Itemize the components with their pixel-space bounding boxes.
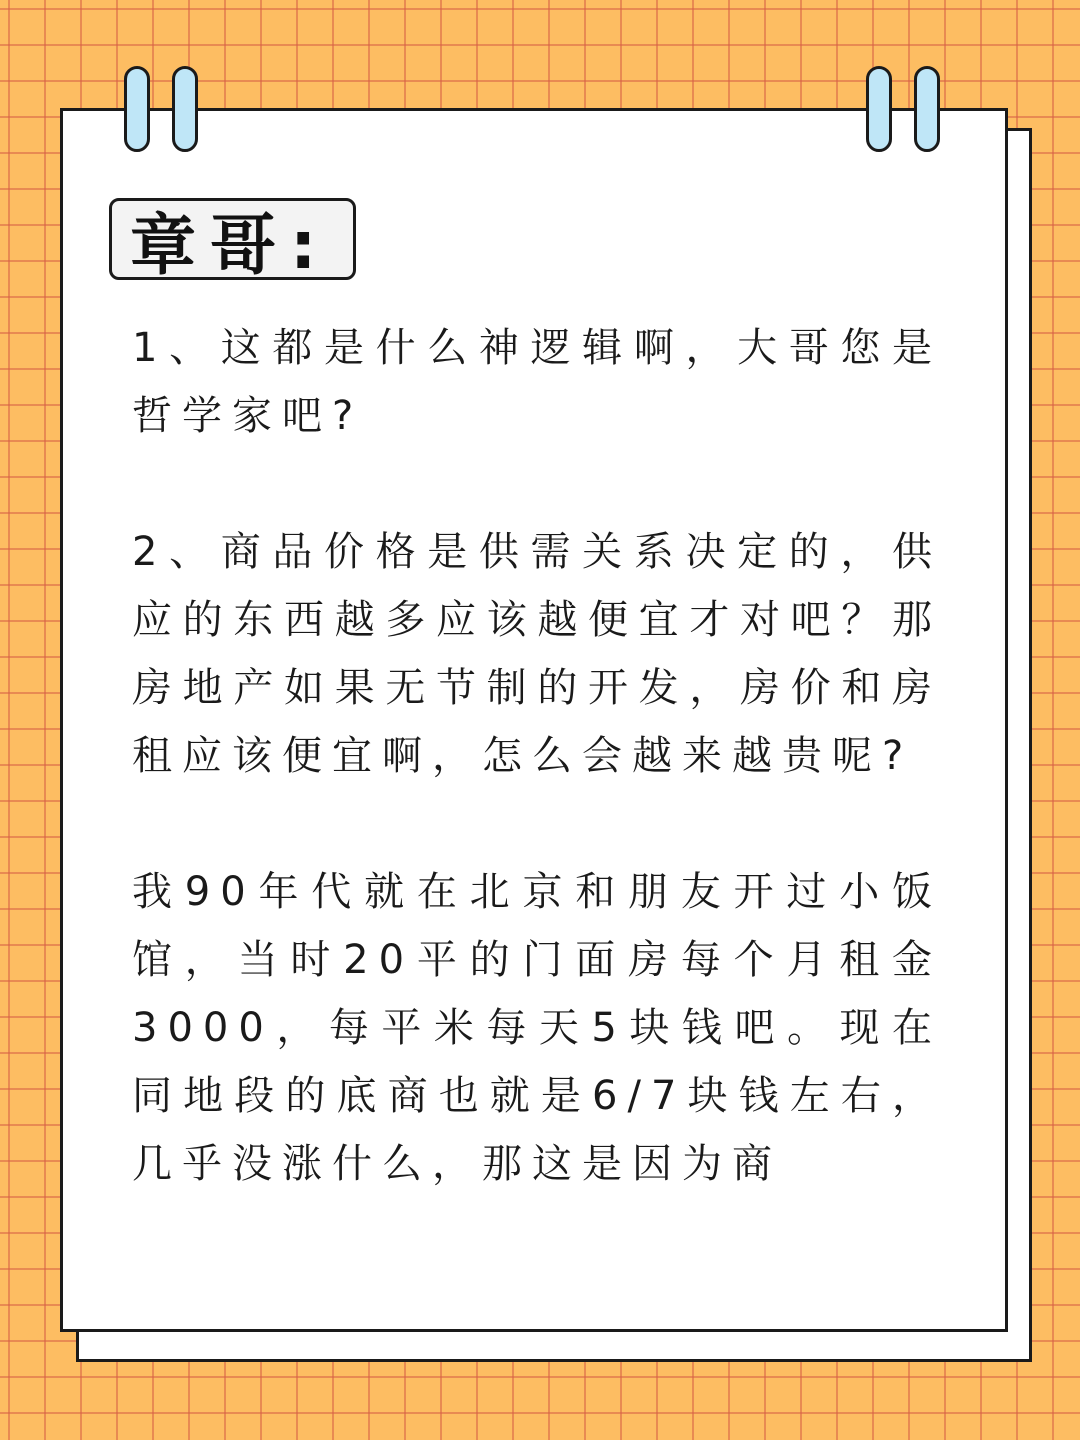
binder-ring-right-1 — [866, 66, 892, 152]
binder-ring-left-1 — [124, 66, 150, 152]
paragraph-3: 我90年代就在北京和朋友开过小饭馆，当时20平的门面房每个月租金3000，每平米每天5块钱吧。现在同地段的底商也就是6/7块钱左右，几乎没涨什么，那这是因为商 — [132, 869, 942, 1187]
paragraph-1: 1、这都是什么神逻辑啊，大哥您是哲学家吧? — [132, 325, 942, 439]
binder-ring-left-2 — [172, 66, 198, 152]
paragraph-2: 2、商品价格是供需关系决定的，供应的东西越多应该越便宜才对吧？那房地产如果无节制的开发，房价和房租应该便宜啊，怎么会越来越贵呢? — [132, 529, 942, 779]
speaker-name: 章哥: — [130, 206, 331, 284]
speaker-tag — [109, 198, 356, 284]
binder-ring-right-2 — [914, 66, 940, 152]
article-body — [132, 314, 942, 1274]
